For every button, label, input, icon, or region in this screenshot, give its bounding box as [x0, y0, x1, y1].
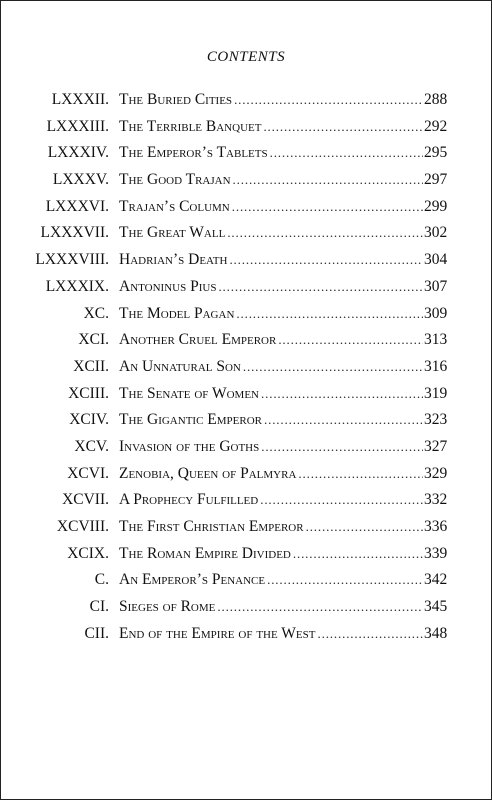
toc-entry	[1, 381, 491, 408]
toc-entry	[1, 220, 491, 247]
chapter-number: XCII.	[73, 357, 109, 375]
page-number: 313	[423, 327, 476, 354]
chapter-title: Trajan’s Column	[119, 197, 230, 215]
chapter-title: The Roman Empire Divided	[119, 544, 291, 562]
page-number: 304	[423, 247, 476, 274]
chapter-title-leader	[119, 87, 447, 114]
chapter-number: XCIII.	[68, 384, 109, 402]
chapter-title: Invasion of the Goths	[119, 437, 260, 455]
chapter-number: XCIX.	[67, 544, 109, 562]
page-number: 288	[423, 87, 476, 114]
chapter-number: XCIV.	[69, 411, 109, 429]
toc-entry	[1, 301, 491, 328]
toc-entry	[1, 327, 491, 354]
toc-entry	[1, 407, 491, 434]
toc-entry	[1, 354, 491, 381]
chapter-number: XCVIII.	[56, 518, 109, 535]
chapter-title-leader	[119, 434, 447, 461]
chapter-title: The Terrible Banquet	[119, 117, 262, 135]
chapter-title: The Buried Cities	[119, 91, 233, 108]
chapter-number: LXXXIX.	[45, 277, 109, 295]
chapter-number: LXXXIV.	[47, 144, 109, 162]
page-number: 342	[423, 567, 476, 594]
chapter-title-leader	[119, 514, 447, 541]
chapter-number: CI.	[89, 598, 109, 616]
page-number: 327	[423, 434, 476, 461]
toc-entry	[1, 594, 491, 621]
toc-entry	[1, 541, 491, 568]
chapter-title: The Gigantic Emperor	[119, 411, 262, 429]
chapter-number: C.	[94, 571, 109, 589]
toc-entry	[1, 567, 491, 594]
chapter-number: XCVII.	[62, 491, 109, 509]
chapter-title: The Emperor’s Tablets	[119, 144, 268, 162]
page-number: 348	[423, 621, 476, 648]
chapter-title: The Great Wall	[119, 224, 226, 242]
chapter-number: LXXXIII.	[46, 117, 109, 135]
chapter-title-leader	[119, 247, 447, 274]
toc-entry	[1, 514, 491, 541]
table-of-contents	[1, 87, 491, 647]
chapter-number: LXXXVIII.	[35, 251, 109, 269]
toc-entry	[1, 274, 491, 301]
chapter-title: Zenobia, Queen of Palmyra	[119, 464, 297, 482]
page-number: 319	[423, 381, 476, 408]
chapter-title-leader	[119, 567, 447, 594]
chapter-number: CII.	[84, 624, 109, 642]
page-number: 299	[423, 194, 476, 221]
chapter-title-leader	[119, 140, 447, 167]
chapter-title-leader	[119, 461, 447, 488]
chapter-title: An Emperor’s Penance	[119, 571, 266, 589]
toc-entry	[1, 87, 491, 114]
page-number: 336	[423, 514, 476, 541]
chapter-title-leader	[119, 407, 447, 434]
chapter-number: LXXXII.	[51, 91, 109, 108]
toc-entry	[1, 434, 491, 461]
chapter-title-leader	[119, 194, 447, 221]
chapter-title: The Model Pagan	[119, 304, 235, 322]
toc-entry	[1, 461, 491, 488]
page-number: 316	[423, 354, 476, 381]
chapter-title-leader	[119, 594, 447, 621]
chapter-title-leader	[119, 381, 447, 408]
page-number: 332	[423, 487, 476, 514]
toc-entry	[1, 194, 491, 221]
page-number: 302	[423, 220, 476, 247]
chapter-title: End of the Empire of the West	[119, 624, 316, 642]
chapter-title: Hadrian’s Death	[119, 251, 228, 269]
chapter-title-leader	[119, 274, 447, 301]
chapter-title-leader	[119, 354, 447, 381]
page-number: 309	[423, 301, 476, 328]
chapter-number: LXXXVII.	[40, 224, 109, 242]
chapter-number: XCI.	[78, 331, 109, 349]
chapter-title-leader	[119, 114, 447, 141]
chapter-title: Another Cruel Emperor	[119, 331, 277, 349]
page-number: 329	[423, 461, 476, 488]
chapter-title-leader	[119, 220, 447, 247]
chapter-title: Sieges of Rome	[119, 598, 216, 616]
toc-entry	[1, 114, 491, 141]
page-number: 339	[423, 541, 476, 568]
chapter-title: A Prophecy Fulfilled	[119, 491, 259, 509]
chapter-title-leader	[119, 301, 447, 328]
chapter-number: XCV.	[74, 437, 109, 455]
toc-entry	[1, 167, 491, 194]
page-number: 345	[423, 594, 476, 621]
toc-entry	[1, 140, 491, 167]
page-number: 297	[423, 167, 476, 194]
page-number: 295	[423, 140, 476, 167]
page-number: 292	[423, 114, 476, 141]
chapter-title: The Senate of Women	[119, 384, 260, 402]
chapter-title-leader	[119, 487, 447, 514]
toc-entry	[1, 247, 491, 274]
chapter-number: XCVI.	[67, 464, 109, 482]
chapter-title-leader	[119, 621, 447, 648]
chapter-title-leader	[119, 541, 447, 568]
chapter-number: LXXXVI.	[45, 197, 109, 215]
chapter-title: The First Christian Emperor	[119, 518, 304, 535]
toc-entry	[1, 621, 491, 648]
chapter-number: LXXXV.	[52, 171, 109, 189]
page-number: 323	[423, 407, 476, 434]
chapter-number: XC.	[83, 304, 109, 322]
page-title: CONTENTS	[206, 49, 286, 65]
chapter-title-leader	[119, 327, 447, 354]
chapter-title: An Unnatural Son	[119, 357, 241, 375]
chapter-title-leader	[119, 167, 447, 194]
toc-entry	[1, 487, 491, 514]
chapter-title: The Good Trajan	[119, 171, 231, 189]
chapter-title: Antoninus Pius	[119, 277, 217, 295]
page-number: 307	[423, 274, 476, 301]
